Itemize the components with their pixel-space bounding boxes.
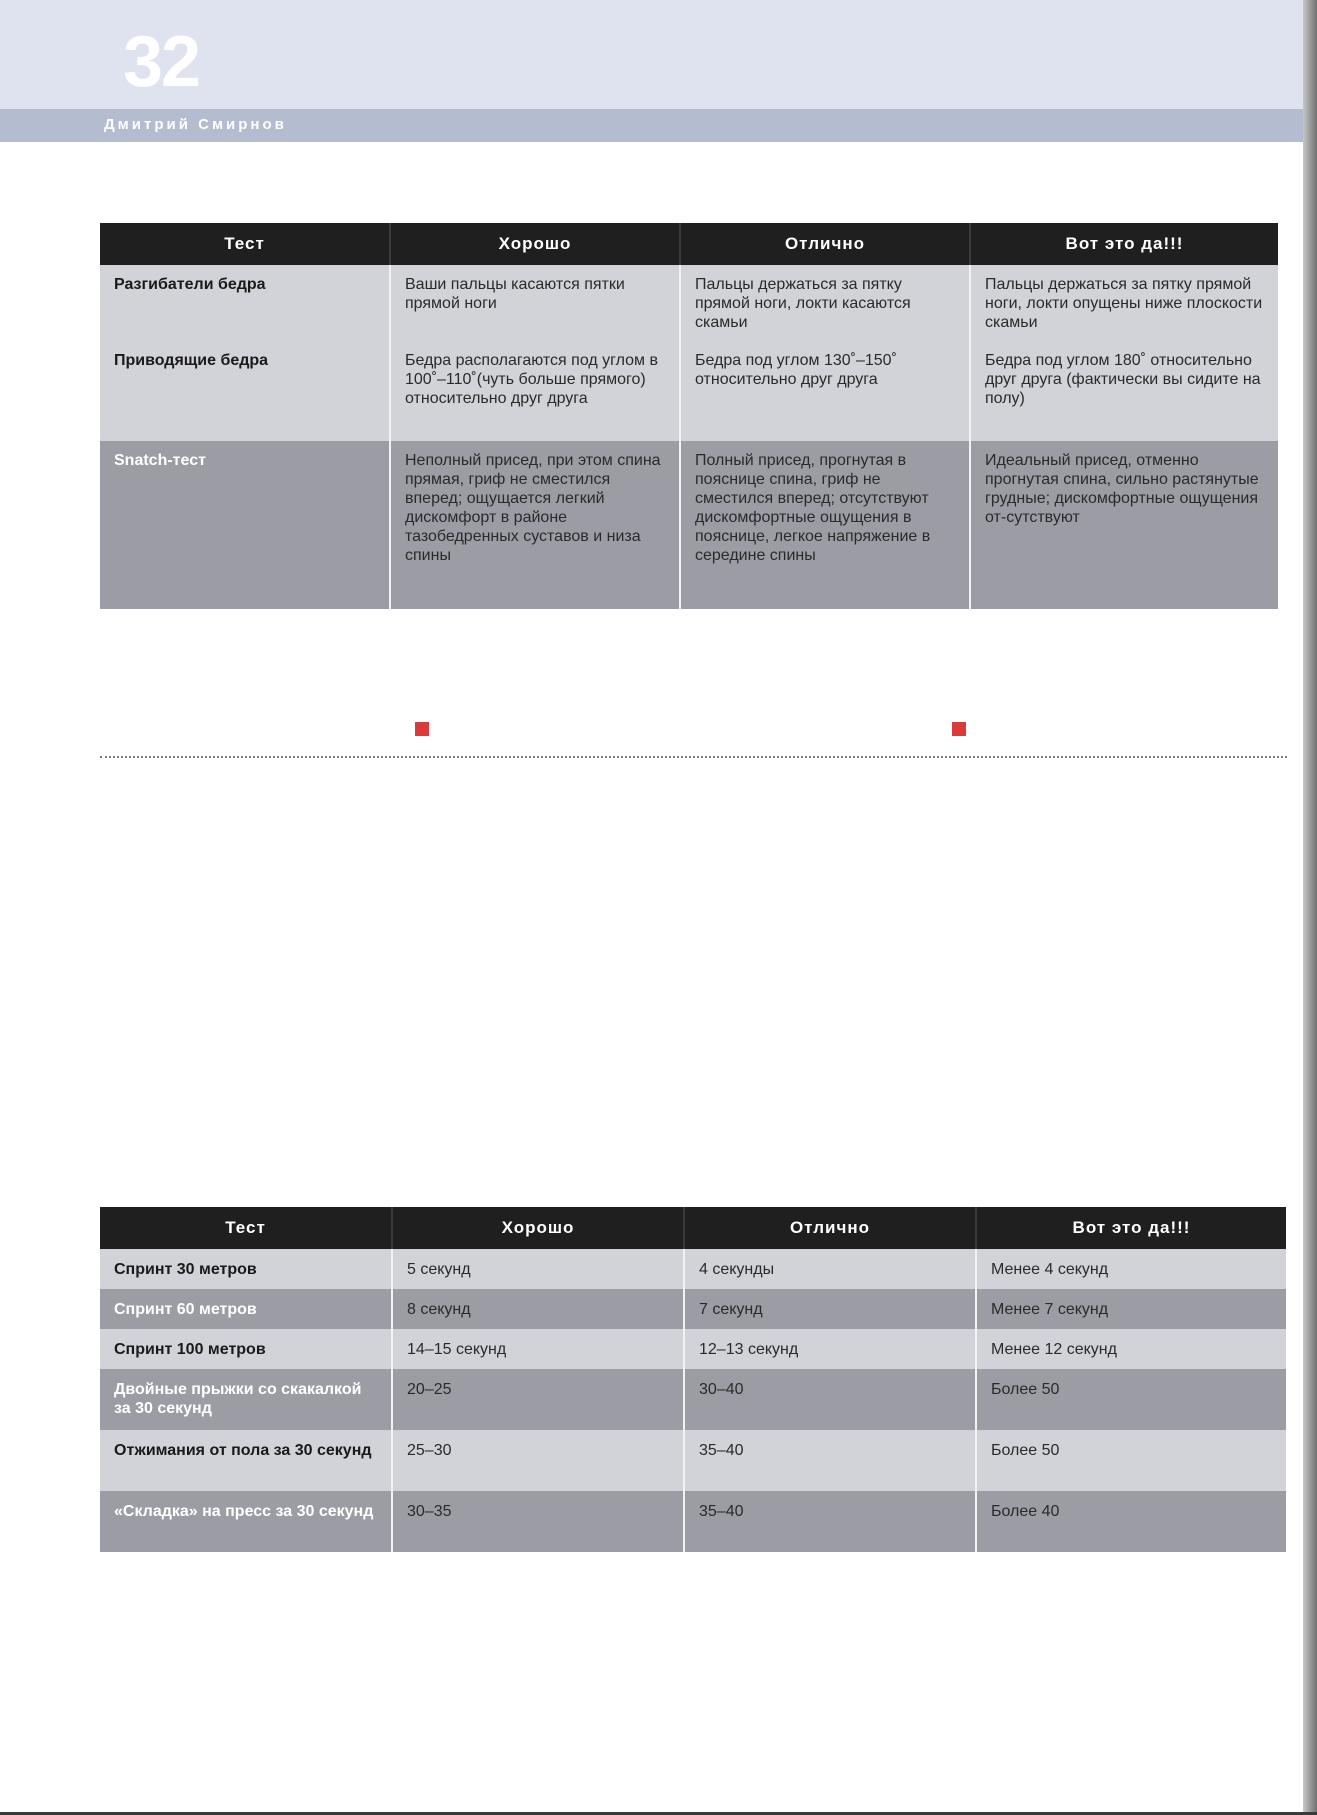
table-row: [100, 1491, 1286, 1552]
test-name-cell: Snatch-тест: [100, 441, 390, 609]
section-marker-right: [952, 722, 966, 736]
author-name: Дмитрий Смирнов: [104, 116, 287, 133]
wow-cell: Пальцы держаться за пятку прямой ноги, локти опущены ниже плоскости скамьи: [970, 265, 1278, 341]
test-name-cell: Отжимания от пола за 30 секунд: [100, 1430, 392, 1491]
wow-cell: Более 50: [976, 1369, 1286, 1430]
flexibility-test-table: [100, 223, 1278, 609]
column-header-good: Хорошо: [392, 1207, 684, 1249]
speed-test-table: [100, 1207, 1286, 1552]
good-cell: Бедра располагаются под углом в 100˚–110˚(чуть больше прямого) относительно друг друга: [390, 341, 680, 441]
wow-cell: Бедра под углом 180˚ относительно друг друга (фактически вы сидите на полу): [970, 341, 1278, 441]
good-cell: 5 секунд: [392, 1249, 684, 1289]
excellent-cell: Бедра под углом 130˚–150˚ относительно друг друга: [680, 341, 970, 441]
test-name-cell: Приводящие бедра: [100, 341, 390, 441]
wow-cell: Более 50: [976, 1430, 1286, 1491]
column-header-wow: Вот это да!!!: [976, 1207, 1286, 1249]
page-number: 32: [123, 22, 200, 102]
excellent-cell: 4 секунды: [684, 1249, 976, 1289]
excellent-cell: 12–13 секунд: [684, 1329, 976, 1369]
table-row: [100, 1369, 1286, 1430]
good-cell: 8 секунд: [392, 1289, 684, 1329]
test-name-cell: Разгибатели бедра: [100, 265, 390, 341]
wow-cell: Менее 4 секунд: [976, 1249, 1286, 1289]
test-name-cell: Спринт 60 метров: [100, 1289, 392, 1329]
excellent-cell: Полный присед, прогнутая в пояснице спина, гриф не сместился вперед; отсутствуют дискомфортные ощущения в пояснице, легкое напряжение в середине спины: [680, 441, 970, 609]
table-row: [100, 1249, 1286, 1289]
wow-cell: Идеальный присед, отменно прогнутая спина, сильно растянутые грудные; дискомфортные ощущения от-сутствуют: [970, 441, 1278, 609]
good-cell: 20–25: [392, 1369, 684, 1430]
excellent-cell: 35–40: [684, 1491, 976, 1552]
excellent-cell: 35–40: [684, 1430, 976, 1491]
table-row: [100, 1289, 1286, 1329]
column-header-test: Тест: [100, 223, 390, 265]
table-header-row: [100, 1207, 1286, 1249]
excellent-cell: Пальцы держаться за пятку прямой ноги, локти касаются скамьи: [680, 265, 970, 341]
column-header-excellent: Отлично: [684, 1207, 976, 1249]
excellent-cell: 30–40: [684, 1369, 976, 1430]
column-header-good: Хорошо: [390, 223, 680, 265]
table-row: [100, 265, 1278, 341]
good-cell: Ваши пальцы касаются пятки прямой ноги: [390, 265, 680, 341]
wow-cell: Более 40: [976, 1491, 1286, 1552]
table-row: [100, 1430, 1286, 1491]
page-edge-shadow: [1303, 0, 1317, 1815]
section-marker-left: [415, 722, 429, 736]
test-name-cell: Двойные прыжки со скакалкой за 30 секунд: [100, 1369, 392, 1430]
test-name-cell: «Складка» на пресс за 30 секунд: [100, 1491, 392, 1552]
wow-cell: Менее 7 секунд: [976, 1289, 1286, 1329]
section-heading: [0, 714, 1305, 742]
column-header-excellent: Отлично: [680, 223, 970, 265]
page-header: [0, 0, 1305, 142]
test-name-cell: Спринт 100 метров: [100, 1329, 392, 1369]
good-cell: 25–30: [392, 1430, 684, 1491]
column-header-wow: Вот это да!!!: [970, 223, 1278, 265]
section-divider: [100, 756, 1287, 758]
table-row: [100, 341, 1278, 441]
column-header-test: Тест: [100, 1207, 392, 1249]
good-cell: 30–35: [392, 1491, 684, 1552]
wow-cell: Менее 12 секунд: [976, 1329, 1286, 1369]
test-name-cell: Спринт 30 метров: [100, 1249, 392, 1289]
good-cell: Неполный присед, при этом спина прямая, гриф не сместился вперед; ощущается легкий дискомфорт в районе тазобедренных суставов и низа спины: [390, 441, 680, 609]
excellent-cell: 7 секунд: [684, 1289, 976, 1329]
table-header-row: [100, 223, 1278, 265]
table-row: [100, 1329, 1286, 1369]
table-row: [100, 441, 1278, 609]
good-cell: 14–15 секунд: [392, 1329, 684, 1369]
